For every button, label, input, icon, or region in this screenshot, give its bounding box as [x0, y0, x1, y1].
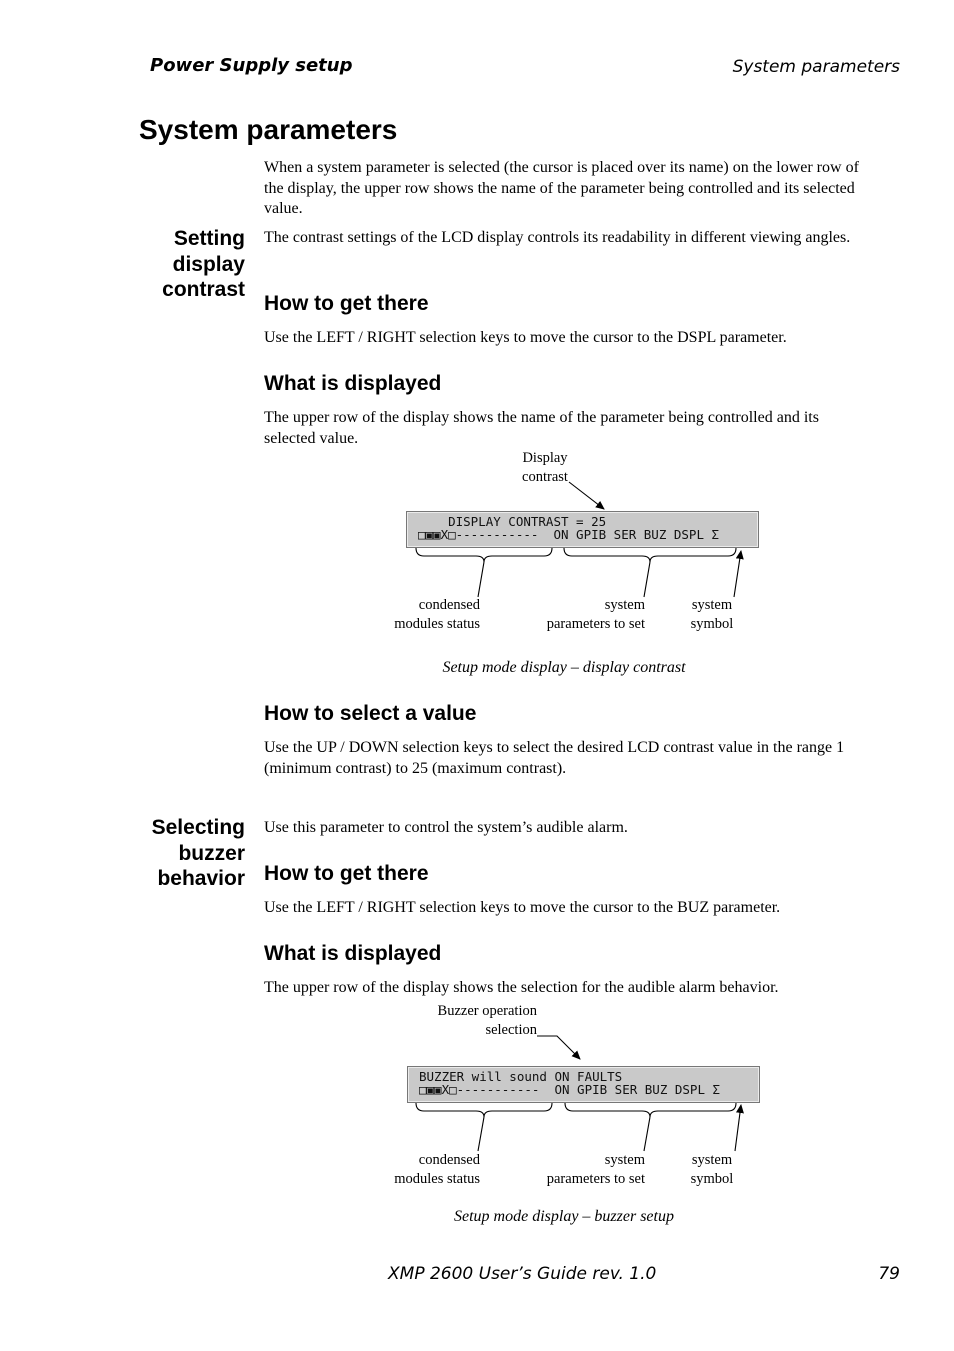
- buzzer-displayed-heading: What is displayed: [264, 942, 442, 965]
- intro-paragraph: When a system parameter is selected (the cursor is placed over its name) on the lower row of the display, the upper row shows the name of the parameter being controlled and its selected value.: [264, 159, 859, 217]
- contrast-displayed-text: The upper row of the display shows the name of the parameter being controlled and its selected value.: [264, 409, 819, 447]
- buzzer-get-there-heading: How to get there: [264, 862, 429, 885]
- lcd-row-lower: □▣▣X□----------- ON GPIB SER BUZ DSPL Σ: [419, 1082, 721, 1097]
- side-heading-line: buzzer: [178, 841, 245, 865]
- running-header-chapter: System parameters: [732, 57, 900, 77]
- contrast-description: The contrast settings of the LCD display controls its readability in different viewing angles.: [264, 229, 851, 246]
- side-heading-line: behavior: [157, 867, 245, 890]
- label-line: symbol: [690, 615, 734, 632]
- leader-modules: [478, 562, 484, 597]
- label-line: symbol: [690, 1170, 734, 1187]
- arrow-symbol: [735, 1105, 741, 1151]
- contrast-get-there-heading: How to get there: [264, 292, 429, 315]
- buzzer-get-there-text: Use the LEFT / RIGHT selection keys to move the cursor to the BUZ parameter.: [264, 899, 781, 916]
- lcd-row-lower: □▣▣X□----------- ON GPIB SER BUZ DSPL Σ: [418, 527, 720, 542]
- side-heading-line: Setting: [173, 227, 245, 250]
- page-title: System parameters: [139, 114, 398, 145]
- label-line: system: [691, 597, 733, 613]
- contrast-select-text: Use the UP / DOWN selection keys to select the desired LCD contrast value in the range 1 (minimum contrast) to 25 (maximum contrast).: [264, 739, 845, 777]
- callout-line: Buzzer operation: [437, 1003, 537, 1019]
- brace-modules: [416, 548, 552, 562]
- figure2-caption: Setup mode display – buzzer setup: [454, 1208, 674, 1225]
- contrast-select-heading: How to select a value: [264, 702, 477, 725]
- arrow-symbol: [734, 551, 741, 597]
- label-line: modules status: [394, 615, 480, 632]
- side-heading-line: contrast: [162, 278, 245, 301]
- callout-arrow: [569, 482, 604, 509]
- lcd-row-upper: DISPLAY CONTRAST = 25: [418, 514, 607, 529]
- brace-params: [564, 548, 736, 562]
- callout-line: contrast: [522, 468, 568, 485]
- lcd-row-upper: BUZZER will sound ON FAULTS: [419, 1069, 623, 1084]
- running-header-section: Power Supply setup: [150, 55, 353, 76]
- leader-params: [644, 562, 650, 597]
- footer-guide-title: XMP 2600 User’s Guide rev. 1.0: [388, 1264, 657, 1284]
- label-line: parameters to set: [546, 615, 645, 632]
- label-line: condensed: [418, 597, 480, 613]
- label-line: system: [604, 597, 645, 613]
- buzzer-displayed-text: The upper row of the display shows the selection for the audible alarm behavior.: [264, 979, 779, 996]
- callout-line: selection: [485, 1021, 537, 1038]
- label-line: system: [691, 1152, 733, 1168]
- callout-arrow: [537, 1036, 580, 1059]
- leader-modules: [478, 1117, 484, 1151]
- brace-modules: [416, 1103, 552, 1117]
- label-line: parameters to set: [546, 1170, 645, 1187]
- buzzer-description: Use this parameter to control the system’s audible alarm.: [264, 819, 628, 836]
- label-line: modules status: [394, 1170, 480, 1187]
- label-line: condensed: [418, 1152, 480, 1168]
- contrast-get-there-text: Use the LEFT / RIGHT selection keys to move the cursor to the DSPL parameter.: [264, 329, 787, 346]
- side-heading-line: Selecting: [151, 816, 245, 839]
- figure1-caption: Setup mode display – display contrast: [442, 659, 686, 676]
- leader-params: [644, 1117, 650, 1151]
- label-line: system: [604, 1152, 645, 1168]
- side-heading-line: display: [172, 252, 245, 276]
- contrast-displayed-heading: What is displayed: [264, 372, 442, 395]
- page-number: 79: [878, 1264, 900, 1284]
- brace-params: [565, 1103, 736, 1117]
- callout-line: Display: [522, 450, 568, 466]
